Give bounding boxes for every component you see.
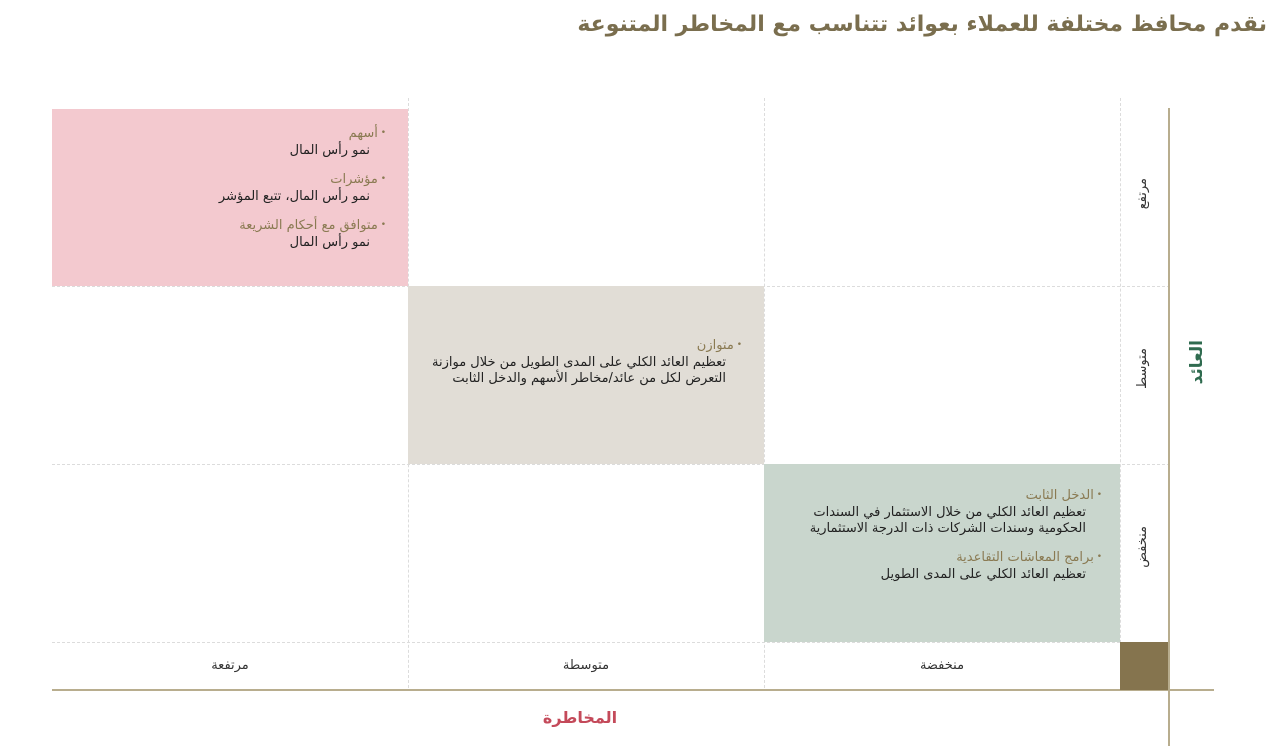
portfolio-item	[772, 488, 1102, 537]
return-axis-line	[1168, 108, 1170, 746]
high-portfolio-list	[160, 126, 386, 264]
portfolio-description: نمو رأس المال، تتبع المؤشر	[218, 189, 370, 204]
page-title: نقدم محافظ مختلفة للعملاء بعوائد تتناسب مع المخاطر المتنوعة	[577, 12, 1267, 37]
risk-level-medium: متوسطة	[562, 658, 610, 673]
portfolio-description: نمو رأس المال	[289, 235, 370, 250]
risk-axis-line	[52, 689, 1214, 691]
grid-line	[52, 642, 1170, 643]
return-level-medium: متوسط	[1135, 348, 1150, 389]
portfolio-item	[414, 338, 742, 387]
portfolio-item	[160, 218, 386, 251]
portfolio-item	[160, 126, 386, 159]
risk-level-high: مرتفعة	[211, 658, 249, 673]
portfolio-item	[772, 550, 1102, 583]
portfolio-description: تعظيم العائد الكلي على المدى الطويل	[880, 567, 1086, 582]
low-portfolio-list	[772, 488, 1102, 596]
portfolio-title: • مؤشرات	[160, 172, 386, 189]
risk-axis-title: المخاطرة	[542, 708, 618, 727]
portfolio-item	[160, 172, 386, 205]
portfolio-title: • متوازن	[414, 338, 742, 355]
portfolio-title: • برامج المعاشات التقاعدية	[772, 550, 1102, 567]
portfolio-title: • أسهم	[160, 126, 386, 143]
return-level-high: مرتفع	[1135, 178, 1150, 210]
portfolio-description: تعظيم العائد الكلي على المدى الطويل من خلال موازنة التعرض لكل من عائد/مخاطر الأسهم والدخل الثابت	[432, 355, 726, 386]
medium-portfolio-list	[414, 338, 742, 400]
portfolio-title: • الدخل الثابت	[772, 488, 1102, 505]
grid-line	[1120, 98, 1121, 688]
return-axis-title: العائد	[1187, 340, 1207, 385]
return-level-low: منخفض	[1135, 526, 1150, 568]
risk-level-low: منخفضة	[919, 658, 965, 673]
axis-corner-block	[1120, 642, 1168, 690]
portfolio-description: تعظيم العائد الكلي من خلال الاستثمار في السندات الحكومية وسندات الشركات ذات الدرجة الاستثمارية	[809, 505, 1086, 536]
portfolio-description: نمو رأس المال	[289, 143, 370, 158]
portfolio-title: • متوافق مع أحكام الشريعة	[160, 218, 386, 235]
